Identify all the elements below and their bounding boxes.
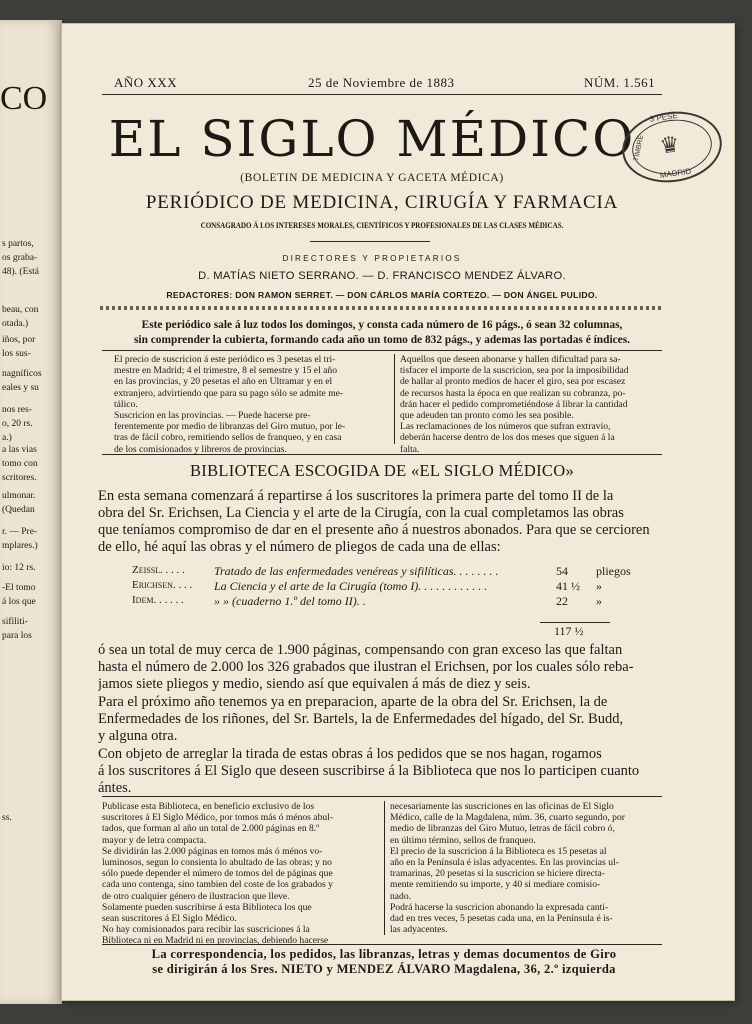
- library-note-line: en último término, sellos de franqueo.: [390, 834, 536, 846]
- adjacent-page-fragment: io: 12 rs.: [2, 563, 36, 573]
- library-note-line: Biblioteca ni en Madrid ni en provincias, debiendo hacerse: [102, 935, 329, 947]
- book-work: Tratado de las enfermedades venéreas y sifilíticas. . . . . . . .: [214, 564, 499, 578]
- subscription-line: de los comisionados y libreros de provincias.: [114, 443, 287, 455]
- article-line: de ello, hé aquí las obras y el número de pliegos de cada una de ellas:: [98, 539, 501, 555]
- column-divider: [394, 354, 395, 444]
- subscription-line: tisfacer el importe de la suscricion, sea por la imposibilidad: [400, 365, 629, 377]
- adjacent-page-fragment: scritores.: [2, 473, 37, 483]
- notice-line-2: sin comprender la cubierta, formando cada año un tomo de 832 págs., y ademas las portadas é índices.: [133, 334, 631, 346]
- article-paragraph-2: [98, 642, 666, 693]
- library-notes-left: [102, 801, 378, 947]
- masthead-subtitle: (BOLETIN DE MEDICINA Y GACETA MÉDICA): [240, 172, 504, 184]
- periodical-description: PERIÓDICO DE MEDICINA, CIRUGÍA Y FARMACIA: [145, 192, 619, 213]
- subscription-line: de recursos hasta la época en que realizan su cobranza, po-: [400, 387, 626, 399]
- correspondence-footer: [92, 947, 676, 977]
- library-notes-right: [390, 801, 666, 935]
- library-note-line: de otro cualquier género de ilustracion que lleve.: [102, 890, 290, 902]
- library-note-line: sólo puede depender el número de tomos del de páginas que: [102, 868, 333, 880]
- article-line: ántes.: [98, 780, 132, 796]
- adjacent-page-fragment: á los que: [2, 597, 36, 607]
- subscription-line: en las provincias, y 20 pesetas el año en Ultramar y en el: [114, 376, 333, 388]
- coat-of-arms-icon: ♛: [658, 131, 682, 159]
- adjacent-page-fragment: nagníficos: [2, 369, 42, 379]
- book-value: 41 ½: [556, 579, 580, 593]
- adjacent-page-fragment: eales y su: [2, 383, 39, 393]
- adjacent-page-fragment: -El tomo: [2, 583, 36, 593]
- article-paragraph-1: [98, 488, 666, 556]
- notes-rule: [102, 796, 662, 797]
- subscription-terms-right: [400, 354, 668, 455]
- library-note-line: Médico, calle de la Magdalena, núm. 36, cuarto segundo, por: [390, 812, 625, 824]
- subscription-line: Aquellos que deseen abonarse y hallen dificultad para sa-: [400, 354, 621, 365]
- book-work: » » (cuaderno 1.º del tomo II). .: [214, 594, 366, 608]
- adjacent-page-fragment: los sus-: [2, 349, 31, 359]
- library-note-line: No hay comisionados para recibir las suscriciones á la: [102, 924, 310, 936]
- article-line: Enfermedades de los riñones, del Sr. Bartels, la de Enfermedades del hígado, del Sr. Budd,: [98, 711, 624, 727]
- notice-rule: [102, 350, 662, 351]
- adjacent-page-fragment: ulmonar.: [2, 491, 36, 501]
- subscription-line: tras de fácil cobro, remitiendo sellos de franqueo, y en casa: [114, 432, 342, 444]
- article-paragraph-4: [98, 746, 666, 797]
- subscription-line: de hallar al pronto medios de hacer el giro, sea por escasez: [400, 376, 626, 388]
- library-note-line: mente remitiendo su importe, y 40 si mediare comisio-: [390, 879, 601, 891]
- directors-label: DIRECTORES Y PROPIETARIOS: [282, 254, 462, 263]
- footer-line-1: La correspondencia, los pedidos, las libranzas, letras y demas documentos de Giro: [151, 947, 617, 961]
- library-note-line: tramarinas, 20 pesetas si la suscricion se hiciere directa-: [390, 868, 605, 880]
- adjacent-page-fragment: beau, con: [2, 305, 39, 315]
- issue-number: NÚM. 1.561: [584, 75, 656, 90]
- book-value: 54: [556, 564, 568, 578]
- library-note-line: Publícase esta Biblioteca, en beneficio exclusivo de los: [102, 801, 315, 812]
- adjacent-page-fragment: ss.: [2, 813, 12, 823]
- consecrated-line: CONSAGRADO Á LOS INTERESES MORALES, CIENTÍFICOS Y PROFESIONALES DE LAS CLASES MÉDICAS.: [200, 221, 564, 230]
- library-note-line: luminosos, segun lo consienta lo abultado de las obras; y no: [102, 857, 332, 869]
- masthead-title: EL SIGLO MÉDICO: [108, 110, 636, 168]
- header-rule: [102, 94, 662, 95]
- adjacent-page-fragment: otada.): [2, 319, 29, 329]
- adjacent-page-fragment: iños, por: [2, 335, 36, 345]
- adjacent-page-fragment: a.): [2, 433, 12, 443]
- article-paragraph-3: [98, 694, 666, 745]
- library-note-line: dad en tres veces, 5 pesetas cada una, en la Península é is-: [390, 913, 613, 925]
- book-unit: »: [596, 594, 602, 608]
- article-line: y alguna otra.: [98, 728, 178, 744]
- adjacent-page-fragment: tomo con: [2, 459, 38, 469]
- adjacent-page-fragment: 48). (Está: [2, 267, 39, 277]
- library-note-line: nado.: [390, 890, 412, 902]
- book-unit: »: [596, 579, 602, 593]
- subscription-line: ferentemente por medio de libranzas del Giro mutuo, por le-: [114, 421, 346, 433]
- issue-date: 25 de Noviembre de 1883: [308, 75, 455, 90]
- book-author: Zeissl. . . . .: [132, 564, 185, 576]
- editors-line: REDACTORES: DON RAMON SERRET. — DON CÁRLOS MARÍA CORTEZO. — DON ÁNGEL PULIDO.: [166, 290, 598, 300]
- book-value: 22: [556, 594, 568, 608]
- library-note-line: cada uno contenga, sino tambien del coste de los grabados y: [102, 879, 333, 891]
- subscription-line: Suscricion en las provincias. — Puede hacerse pre-: [114, 410, 311, 422]
- library-note-line: tados, que forman al año un total de 2.000 páginas en 8.º: [102, 823, 320, 835]
- book-author: Idem. . . . . .: [132, 594, 184, 606]
- book-work: La Ciencia y el arte de la Cirugía (tomo I). . . . . . . . . . . .: [214, 579, 488, 593]
- adjacent-page-fragment: (Quedan: [2, 505, 35, 515]
- notes-divider: [384, 801, 385, 935]
- subscription-line: extranjero, advirtiendo que para su pago sólo se admite me-: [114, 387, 344, 399]
- short-rule: [310, 241, 430, 242]
- library-note-line: sean suscritores á El Siglo Médico.: [102, 913, 237, 925]
- stamp-left-text: TIMBRE: [632, 134, 646, 162]
- book-author: Erichsen. . . .: [132, 579, 193, 591]
- article-line: ó sea un total de muy cerca de 1.900 páginas, compensando con gran exceso las que faltan: [98, 642, 623, 658]
- subscription-line: tálico.: [114, 398, 138, 410]
- directors-names: D. MATÍAS NIETO SERRANO. — D. FRANCISCO MENDEZ ÁLVARO.: [198, 270, 566, 282]
- adjacent-page-fragment: os graba-: [2, 253, 38, 263]
- article-line: que teníamos compromiso de dar en el presente año á nuestros abonados. Para que se cercioren: [98, 522, 650, 538]
- subscription-line: falta.: [400, 443, 420, 455]
- total-pliegos: 117 ½: [554, 624, 584, 638]
- section-rule: [102, 454, 662, 455]
- adjacent-page-fragment: r. — Pre-: [2, 527, 38, 537]
- book-unit: pliegos: [596, 564, 631, 578]
- library-note-line: El precio de la suscricion á la Biblioteca es 15 pesetas al: [390, 845, 607, 857]
- adjacent-page-edge: [0, 20, 62, 1004]
- sum-rule: [540, 622, 610, 623]
- article-line: En esta semana comenzará á repartirse á los suscritores la primera parte del tomo II de la: [98, 488, 614, 504]
- notice-line-1: Este periódico sale á luz todos los domingos, y consta cada número de 16 págs., ó sean 32 columnas,: [141, 319, 623, 331]
- footer-line-2: se dirigirán á los Sres. NIETO y MENDEZ ÁLVARO Magdalena, 36, 2.º izquierda: [152, 962, 616, 976]
- adjacent-page-heading: CO: [0, 80, 48, 117]
- adjacent-page-fragment: s partos,: [2, 239, 34, 249]
- library-note-line: las adyacentes.: [390, 924, 448, 936]
- article-line: jamos siete pliegos y medio, siendo así que equivalen á más de diez y seis.: [98, 676, 531, 692]
- newspaper-page: [62, 24, 734, 1000]
- library-note-line: necesariamente las suscriciones en las oficinas de El Siglo: [390, 801, 614, 812]
- library-note-line: mayor y de letra compacta.: [102, 834, 207, 846]
- adjacent-page-fragment: sifiliti-: [2, 617, 28, 627]
- library-note-line: año en la Península é islas adyacentes. En las provincias ul-: [390, 857, 619, 869]
- subscription-terms-left: [114, 354, 390, 455]
- article-line: obra del Sr. Erichsen, La Ciencia y el arte de la Cirugía, con la cual completamos las obras: [98, 505, 624, 521]
- library-note-line: Se dividirán las 2.000 páginas en tomos más ó ménos vo-: [102, 845, 323, 857]
- subscription-line: deberán hacerse dentro de los dos meses que siguen á la: [400, 432, 615, 444]
- library-note-line: Solamente pueden suscribirse á esta Biblioteca los que: [102, 901, 312, 913]
- subscription-line: El precio de suscricion á este periódico es 3 pesetas el tri-: [114, 354, 336, 365]
- adjacent-page-fragment: nos res-: [2, 405, 32, 415]
- publication-notice: [92, 318, 672, 348]
- stamp-bottom-text: MADRID: [659, 166, 692, 180]
- adjacent-page-fragment: a las vias: [2, 445, 37, 455]
- subscription-line: que adeuden tan pronto como les sea posible.: [400, 410, 574, 422]
- stamp-top-text: 3 PESE: [649, 110, 679, 124]
- article-heading: BIBLIOTECA ESCOGIDA DE «EL SIGLO MÉDICO»: [190, 461, 574, 480]
- adjacent-page-fragment: para los: [2, 631, 32, 641]
- year-label: AÑO XXX: [114, 75, 178, 90]
- adjacent-page-fragment: o, 20 rs.: [2, 419, 33, 429]
- article-line: Con objeto de arreglar la tirada de estas obras á los pedidos que se nos hagan, rogamos: [98, 746, 602, 762]
- wavy-rule: [100, 306, 664, 310]
- adjacent-page-fragment: mplares.): [2, 541, 38, 551]
- library-note-line: suscritores á El Siglo Médico, por tomos más ó ménos abul-: [102, 812, 334, 824]
- article-line: á los suscritores á El Siglo que deseen suscribirse á la Biblioteca que nos lo participen cuanto: [98, 763, 640, 779]
- library-note-line: medio de libranzas del Giro Mutuo, letras de fácil cobro ó,: [390, 823, 615, 835]
- footer-rule: [102, 944, 662, 945]
- subscription-line: Las reclamaciones de los números que sufran extravío,: [400, 421, 611, 433]
- article-line: hasta el número de 2.000 los 326 grabados que ilustran el Erichsen, por los cuales sólo reba-: [98, 659, 634, 675]
- subscription-line: mestre en Madrid; 4 el trimestre, 8 el semestre y 15 el año: [114, 365, 337, 377]
- library-note-line: Podrá hacerse la suscricion abonando la expresada canti-: [390, 901, 609, 913]
- subscription-line: drán hacer el pedido comprometiéndose á librar la cantidad: [400, 398, 628, 410]
- article-line: Para el próximo año tenemos ya en preparacion, aparte de la obra del Sr. Erichsen, la de: [98, 694, 608, 710]
